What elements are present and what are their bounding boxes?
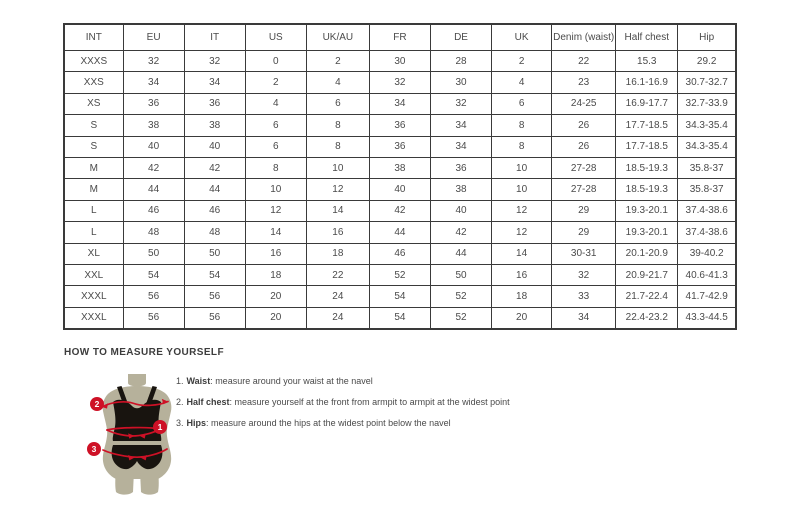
table-cell: 2 [492,51,552,72]
table-cell: 36 [369,115,430,136]
table-cell: 29 [552,200,616,221]
table-cell: 40 [369,179,430,200]
table-row [64,243,736,264]
table-cell: 23 [552,72,616,93]
table-cell: 24-25 [552,93,616,114]
table-cell: 32 [552,264,616,285]
table-cell: 20.9-21.7 [616,264,678,285]
table-cell: 26 [552,115,616,136]
table-cell: S [64,136,123,157]
table-cell: 42 [369,200,430,221]
table-cell: 26 [552,136,616,157]
table-cell: 16 [492,264,552,285]
table-cell: 16.1-16.9 [616,72,678,93]
table-cell: 8 [306,136,369,157]
table-row [64,136,736,157]
badge-1-number: 1 [157,422,163,433]
table-row [64,307,736,329]
table-cell: 34 [184,72,245,93]
table-cell: 18 [306,243,369,264]
measure-step-waist [176,371,510,392]
table-cell: 52 [430,286,491,307]
table-cell: 37.4-38.6 [678,222,736,243]
table-cell: 52 [430,307,491,329]
column-header: US [245,24,306,51]
table-cell: XS [64,93,123,114]
table-cell: 37.4-38.6 [678,200,736,221]
measure-instructions [176,371,510,434]
table-row [64,264,736,285]
table-cell: 4 [306,72,369,93]
table-cell: XXXL [64,307,123,329]
column-header: Denim (waist) [552,24,616,51]
table-row [64,72,736,93]
mannequin-right-leg [140,471,159,495]
table-row [64,157,736,178]
table-cell: 20 [492,307,552,329]
table-cell: 38 [123,115,184,136]
table-cell: 8 [492,115,552,136]
table-cell: 15.3 [616,51,678,72]
table-cell: 56 [184,286,245,307]
table-cell: 18.5-19.3 [616,157,678,178]
table-cell: M [64,179,123,200]
table-cell: 16 [306,222,369,243]
table-cell: 30-31 [552,243,616,264]
badge-2-number: 2 [94,399,100,410]
table-row [64,179,736,200]
table-cell: 6 [492,93,552,114]
table-cell: 54 [184,264,245,285]
table-cell: 50 [184,243,245,264]
table-cell: 44 [184,179,245,200]
table-cell: 34 [430,136,491,157]
table-cell: 0 [245,51,306,72]
mannequin-neck [128,374,146,386]
column-header: Hip [678,24,736,51]
table-cell: 12 [245,200,306,221]
table-cell: 12 [492,222,552,243]
table-cell: 34 [369,93,430,114]
table-cell: 18 [492,286,552,307]
table-cell: 18.5-19.3 [616,179,678,200]
table-cell: 30 [369,51,430,72]
column-header: EU [123,24,184,51]
step-text: : measure around the hips at the widest point below the navel [206,418,451,428]
table-header-row [64,24,736,51]
table-cell: XXL [64,264,123,285]
table-cell: XL [64,243,123,264]
size-conversion-table [63,23,737,330]
table-cell: 29.2 [678,51,736,72]
table-cell: 28 [430,51,491,72]
table-cell: 12 [306,179,369,200]
table-cell: 17.7-18.5 [616,136,678,157]
table-cell: 42 [123,157,184,178]
table-cell: 16 [245,243,306,264]
table-cell: 8 [306,115,369,136]
table-cell: 40 [184,136,245,157]
table-cell: 24 [306,286,369,307]
measure-step-half-chest [176,392,510,413]
table-cell: 33 [552,286,616,307]
table-cell: 19.3-20.1 [616,200,678,221]
step-label: Waist [186,376,211,386]
step-text: : measure yourself at the front from armpit to armpit at the widest point [229,397,510,407]
mannequin-left-leg [115,471,134,495]
table-cell: 34 [552,307,616,329]
table-cell: 8 [492,136,552,157]
table-cell: 10 [492,157,552,178]
table-cell: 54 [123,264,184,285]
table-cell: 40 [430,200,491,221]
table-cell: 56 [184,307,245,329]
table-cell: 29 [552,222,616,243]
table-cell: XXXL [64,286,123,307]
table-cell: 34.3-35.4 [678,136,736,157]
table-cell: 35.8-37 [678,179,736,200]
table-row [64,222,736,243]
table-cell: 40 [123,136,184,157]
table-cell: 32 [430,93,491,114]
table-cell: L [64,200,123,221]
table-cell: 8 [245,157,306,178]
step-number: 3. [176,418,184,428]
table-cell: 44 [430,243,491,264]
table-cell: 12 [492,200,552,221]
table-cell: 18 [245,264,306,285]
table-cell: 14 [245,222,306,243]
table-cell: 48 [123,222,184,243]
column-header: FR [369,24,430,51]
table-cell: 2 [306,51,369,72]
table-cell: 30 [430,72,491,93]
column-header: Half chest [616,24,678,51]
step-number: 2. [176,397,184,407]
column-header: DE [430,24,491,51]
table-cell: M [64,157,123,178]
table-cell: 10 [245,179,306,200]
table-cell: 42 [184,157,245,178]
table-cell: 56 [123,307,184,329]
table-row [64,51,736,72]
step-label: Half chest [186,397,230,407]
table-cell: 46 [184,200,245,221]
badge-3-number: 3 [91,444,97,455]
column-header: UK [492,24,552,51]
table-cell: 32 [184,51,245,72]
table-cell: 4 [492,72,552,93]
table-cell: 35.8-37 [678,157,736,178]
step-text: : measure around your waist at the navel [210,376,373,386]
table-cell: 19.3-20.1 [616,222,678,243]
table-row [64,115,736,136]
table-cell: 21.7-22.4 [616,286,678,307]
table-cell: 6 [245,136,306,157]
column-header: UK/AU [306,24,369,51]
table-cell: 50 [123,243,184,264]
table-cell: 46 [123,200,184,221]
table-cell: 20 [245,307,306,329]
column-header: IT [184,24,245,51]
table-cell: 20 [245,286,306,307]
table-cell: 46 [369,243,430,264]
table-cell: 10 [306,157,369,178]
table-cell: 6 [306,93,369,114]
table-cell: 14 [306,200,369,221]
table-cell: L [64,222,123,243]
measure-step-hips [176,413,510,434]
table-cell: 16.9-17.7 [616,93,678,114]
table-cell: 2 [245,72,306,93]
table-cell: 24 [306,307,369,329]
table-cell: 50 [430,264,491,285]
table-cell: 22 [306,264,369,285]
table-cell: 44 [123,179,184,200]
table-cell: 48 [184,222,245,243]
table-cell: 38 [369,157,430,178]
table-cell: 6 [245,115,306,136]
table-cell: 36 [123,93,184,114]
table-cell: 32 [369,72,430,93]
table-cell: 38 [430,179,491,200]
table-cell: 52 [369,264,430,285]
table-cell: 42 [430,222,491,243]
table-cell: 34 [430,115,491,136]
table-cell: 41.7-42.9 [678,286,736,307]
table-cell: 54 [369,286,430,307]
table-cell: 56 [123,286,184,307]
table-cell: 40.6-41.3 [678,264,736,285]
table-row [64,286,736,307]
table-cell: 27-28 [552,157,616,178]
table-cell: 10 [492,179,552,200]
table-cell: XXXS [64,51,123,72]
step-label: Hips [186,418,207,428]
table-cell: 20.1-20.9 [616,243,678,264]
table-cell: 14 [492,243,552,264]
table-row [64,200,736,221]
table-cell: 32 [123,51,184,72]
table-cell: 34 [123,72,184,93]
table-cell: 32.7-33.9 [678,93,736,114]
table-cell: 38 [184,115,245,136]
step-number: 1. [176,376,184,386]
measure-section-title: HOW TO MEASURE YOURSELF [64,347,224,358]
table-row [64,93,736,114]
table-cell: 34.3-35.4 [678,115,736,136]
table-cell: 36 [430,157,491,178]
table-cell: XXS [64,72,123,93]
table-cell: 43.3-44.5 [678,307,736,329]
table-cell: 27-28 [552,179,616,200]
table-cell: 17.7-18.5 [616,115,678,136]
table-cell: 4 [245,93,306,114]
table-cell: 22 [552,51,616,72]
table-cell: 36 [369,136,430,157]
table-cell: 36 [184,93,245,114]
column-header: INT [64,24,123,51]
table-cell: 22.4-23.2 [616,307,678,329]
table-cell: 39-40.2 [678,243,736,264]
table-cell: 44 [369,222,430,243]
table-cell: 30.7-32.7 [678,72,736,93]
table-cell: S [64,115,123,136]
table-cell: 54 [369,307,430,329]
